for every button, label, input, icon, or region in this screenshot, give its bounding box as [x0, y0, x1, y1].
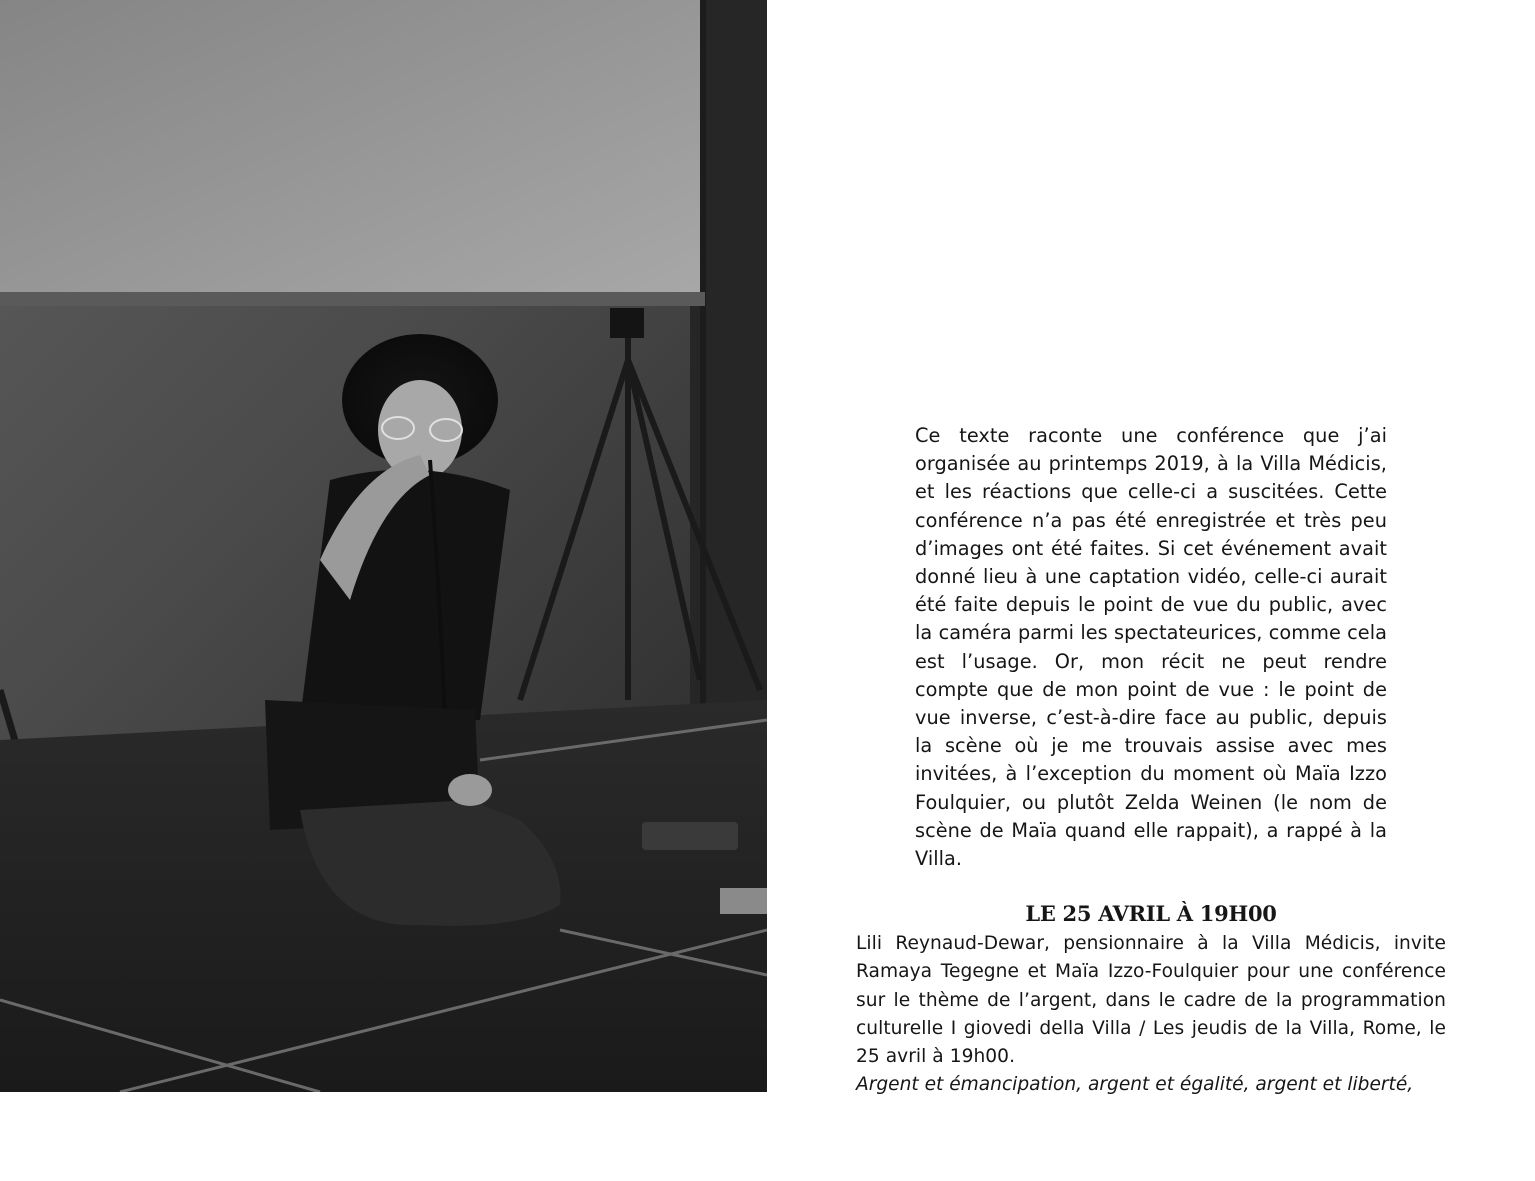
- projection-screen: [0, 0, 700, 305]
- performer-torso: [300, 470, 510, 720]
- photo-illustration: [0, 0, 767, 1092]
- event-date-heading: LE 25 AVRIL À 19H00: [1025, 901, 1277, 926]
- event-italic-line: Argent et émancipation, argent et égalité, argent et liberté,: [856, 1074, 1414, 1095]
- intro-paragraph: Ce texte raconte une conférence que j’ai organisée au printemps 2019, à la Villa Médicis, et les réactions que celle-ci a suscitées. Cette conférence n’a pas été enregistrée et très peu d’images ont été faites. Si cet événement avait donné lieu à une captation vidéo, celle-ci aurait été faite depuis le point de vue du public, avec la caméra parmi les spectateurices, comme cela est l’usage. Or, mon récit ne peut rendre compte que de mon point de vue : le point de vue inverse, c’est-à-dire face au public, depuis la scène où je me trouvais assise avec mes invitées, à l’exception du moment où Maïa Izzo Foulquier, ou plutôt Zelda Weinen (le nom de scène de Maïa quand elle rappait), a rappé à la Villa.: [915, 424, 1387, 871]
- performance-photo: [0, 0, 767, 1092]
- effects-pedal: [642, 822, 738, 850]
- event-description: Lili Reynaud-Dewar, pensionnaire à la Villa Médicis, invite Ramaya Tegegne et Maïa Izzo-Foulquier pour une conférence sur le thème de l’argent, dans le cadre de la programmation culturelle I giovedi della Villa / Les jeudis de la Villa, Rome, le 25 avril à 19h00.: [856, 933, 1446, 1068]
